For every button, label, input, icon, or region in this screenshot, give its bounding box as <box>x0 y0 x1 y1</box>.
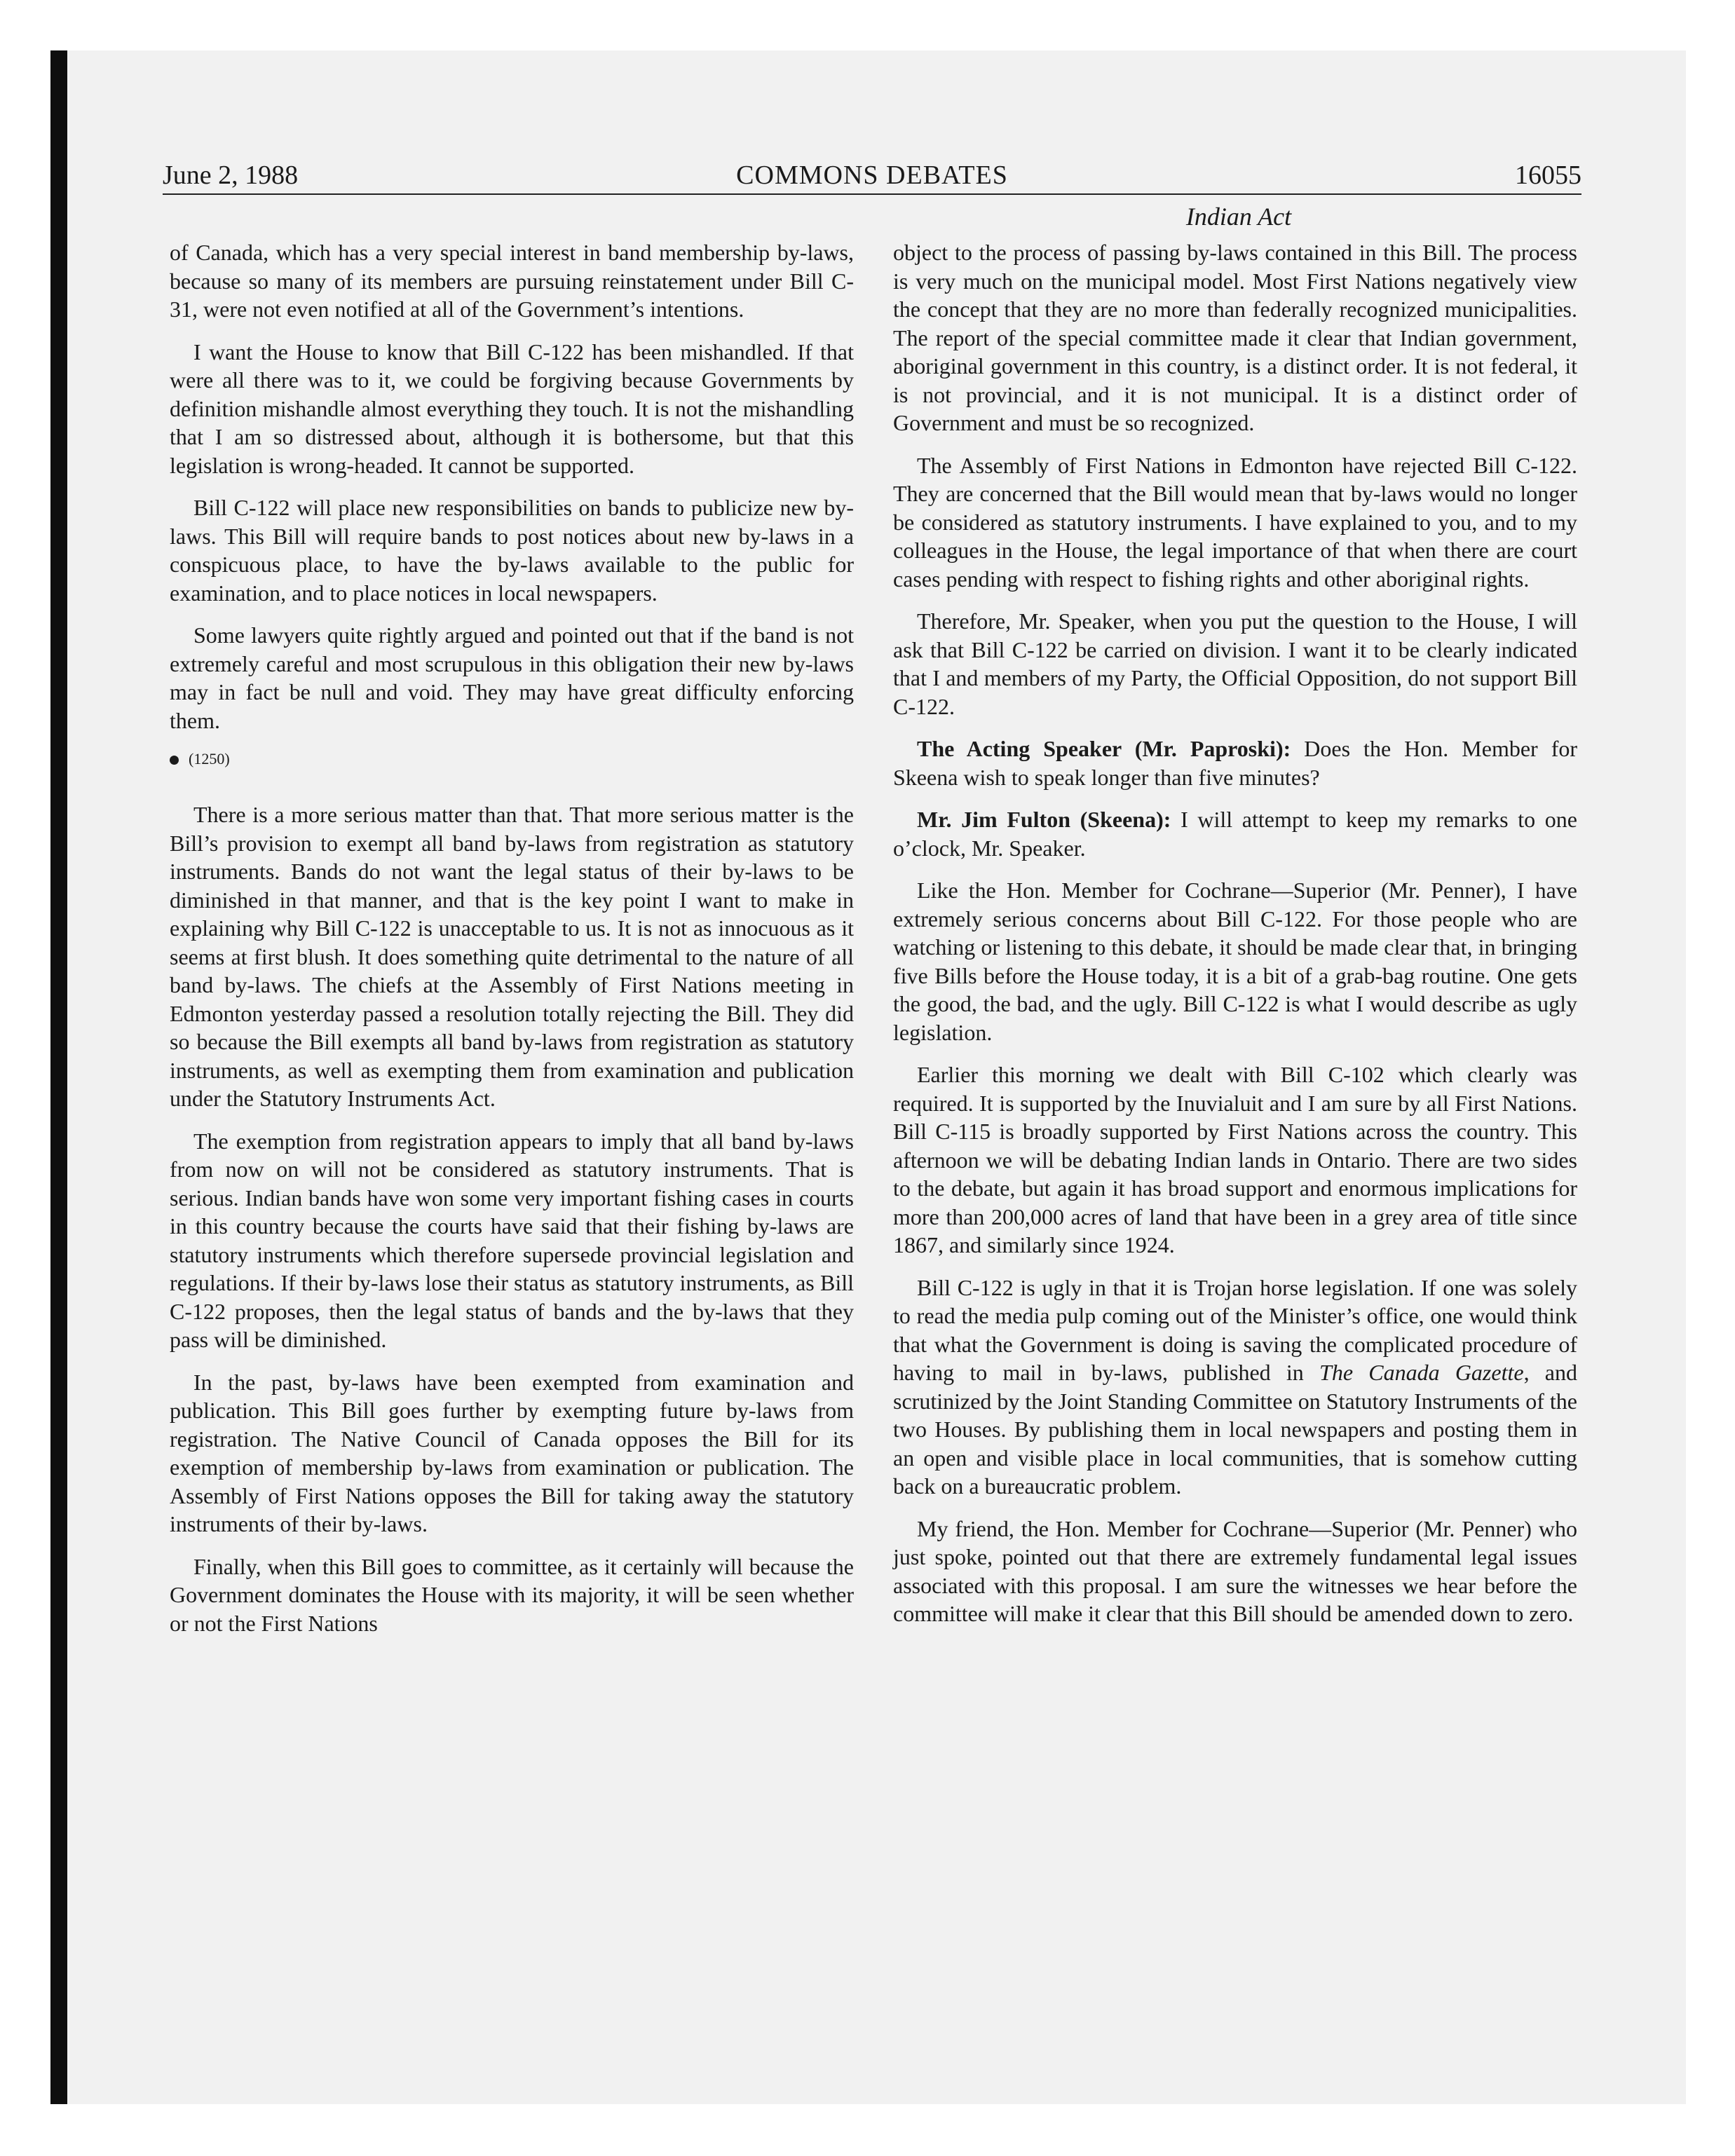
paragraph: There is a more serious matter than that. That more serious matter is the Bill’s provision to exempt all band by-laws from registration as statutory instruments. Bands do not want the legal status of their by-laws to be diminished in that manner, and that is the key point I want to make in explaining why Bill C-122 is unacceptable to us. It is not as innocuous as it seems at first blush. It does something quite detrimental to the nature of all band by-laws. The chiefs at the Assembly of First Nations meeting in Edmonton yesterday passed a resolution totally rejecting the Bill. They did so because the Bill exempts all band by-laws from registration as statutory instruments, as well as exempting them from examination and publication under the Statutory Instruments Act. <box>170 802 854 1111</box>
header-page-number: 16055 <box>1515 161 1581 190</box>
time-marker <box>170 749 854 770</box>
paragraph: Finally, when this Bill goes to committee, as it certainly will because the Government dominates the House with its majority, it will be seen whether or not the First Nations <box>170 1553 854 1636</box>
header-date: June 2, 1988 <box>163 161 299 190</box>
paragraph: In the past, by-laws have been exempted from examination and publication. This Bill goes further by exempting future by-laws from registration. The Native Council of Canada opposes the Bill for its exemption of membership by-laws from examination or publication. The Assembly of First Nations opposes the Bill for taking away the statutory instruments of their by-laws. <box>170 1369 854 1536</box>
paragraph-text: Bill C-122 is ugly in that it is Trojan horse legislation. If one was solely to read the media pulp coming out of the Minister’s office, one would think that what the Government is doing is saving the complicated procedure of having to mail in by-laws, published in <box>893 1274 1577 1385</box>
section-title: Indian Act <box>1185 203 1292 231</box>
speech-text: Does the Hon. Member for Skeena wish to speak longer than five minutes? <box>893 736 1578 790</box>
right-column <box>893 238 1577 1642</box>
paragraph: of Canada, which has a very special interest in band membership by-laws, because so many of its members are pursuing reinstatement under Bill C-31, were not even notified at all of the Government’s intentions. <box>170 240 854 322</box>
scanned-page <box>50 50 1686 2104</box>
paragraph: Like the Hon. Member for Cochrane—Superior (Mr. Penner), I have extremely serious concerns about Bill C-122. For those people who are watching or listening to this debate, it should be made clear that, in bringing five Bills before the House today, it is a bit of a grab-bag routine. One gets the good, the bad, and the ugly. Bill C-122 is what I would describe as ugly legislation. <box>893 878 1577 1045</box>
bullet-icon <box>170 756 179 765</box>
speaker-name: Mr. Jim Fulton (Skeena): <box>917 807 1171 832</box>
paragraph: object to the process of passing by-laws contained in this Bill. The process is very much on the municipal model. Most First Nations negatively view the concept that they are no more than federally recognized municipalities. The report of the special committee made it clear that Indian government, aboriginal government in this country, is a distinct order. It is not federal, it is not provincial, and it is not municipal. It is a distinct order of Government and must be so recognized. <box>893 240 1577 435</box>
paragraph: The Assembly of First Nations in Edmonton have rejected Bill C-122. They are concerned that the Bill would mean that by-laws would no longer be considered as statutory instruments. I have explained to you, and to my colleagues in the House, the legal importance of that when there are court cases pending with respect to fishing rights and other aboriginal rights. <box>893 452 1577 592</box>
publication-title: The Canada Gazette <box>1319 1360 1524 1385</box>
paragraph: My friend, the Hon. Member for Cochrane—Superior (Mr. Penner) who just spoke, pointed out that there are extremely fundamental legal issues associated with this proposal. I am sure the witnesses we hear before the committee will make it clear that this Bill should be amended down to zero. <box>893 1515 1577 1626</box>
header-title: COMMONS DEBATES <box>736 161 1008 190</box>
paragraph <box>893 1274 1577 1501</box>
binding-edge <box>50 50 67 2104</box>
left-column <box>170 238 854 1651</box>
paragraph: Some lawyers quite rightly argued and pointed out that if the band is not extremely careful and most scrupulous in this obligation their new by-laws may in fact be null and void. They may have great difficulty enforcing them. <box>170 622 854 733</box>
speech-text: I will attempt to keep my remarks to one o’clock, Mr. Speaker. <box>893 807 1578 861</box>
speaker-paragraph <box>893 805 1577 862</box>
paragraph: I want the House to know that Bill C-122 has been mishandled. If that were all there was to it, we could be forgiving because Governments by definition mishandle almost everything they touch. It is not the mishandling that I am so distressed about, although it is bothersome, but that this legislation is wrong-headed. It cannot be supported. <box>170 339 854 478</box>
paragraph: Therefore, Mr. Speaker, when you put the question to the House, I will ask that Bill C-122 be carried on division. I want it to be clearly indicated that I and members of my Party, the Official Opposition, do not support Bill C-122. <box>893 608 1577 719</box>
speaker-paragraph <box>893 735 1577 791</box>
paragraph: Bill C-122 will place new responsibilities on bands to publicize new by-laws. This Bill will require bands to post notices about new by-laws in a conspicuous place, to have the by-laws available to the public for examination, and to place notices in local newspapers. <box>170 495 854 606</box>
speaker-name: The Acting Speaker (Mr. Paproski): <box>917 736 1291 761</box>
paragraph-text: , and scrutinized by the Joint Standing Committee on Statutory Instruments of the two Houses. By publishing them in local newspapers and posting them in an open and visible place in local communities, that is somehow cutting back on a bureaucratic problem. <box>893 1360 1578 1499</box>
paragraph: Earlier this morning we dealt with Bill C-102 which clearly was required. It is supported by the Inuvialuit and I am sure by all First Nations. Bill C-115 is broadly supported by First Nations across the country. This afternoon we will be debating Indian lands in Ontario. There are two sides to the debate, but again it has broad support and enormous implications for more than 200,000 acres of land that have been in a grey area of title since 1867, and similarly since 1924. <box>893 1062 1577 1257</box>
time-marker-text: (1250) <box>189 750 230 767</box>
paragraph: The exemption from registration appears to imply that all band by-laws from now on will not be considered as statutory instruments. That is serious. Indian bands have won some very important fishing cases in courts in this country because the courts have said that their fishing by-laws are statutory instruments which therefore supersede provincial legislation and regulations. If their by-laws lose their status as statutory instruments, as Bill C-122 proposes, then the legal status of bands and the by-laws that they pass will be diminished. <box>170 1128 854 1352</box>
page-header <box>163 154 1581 195</box>
